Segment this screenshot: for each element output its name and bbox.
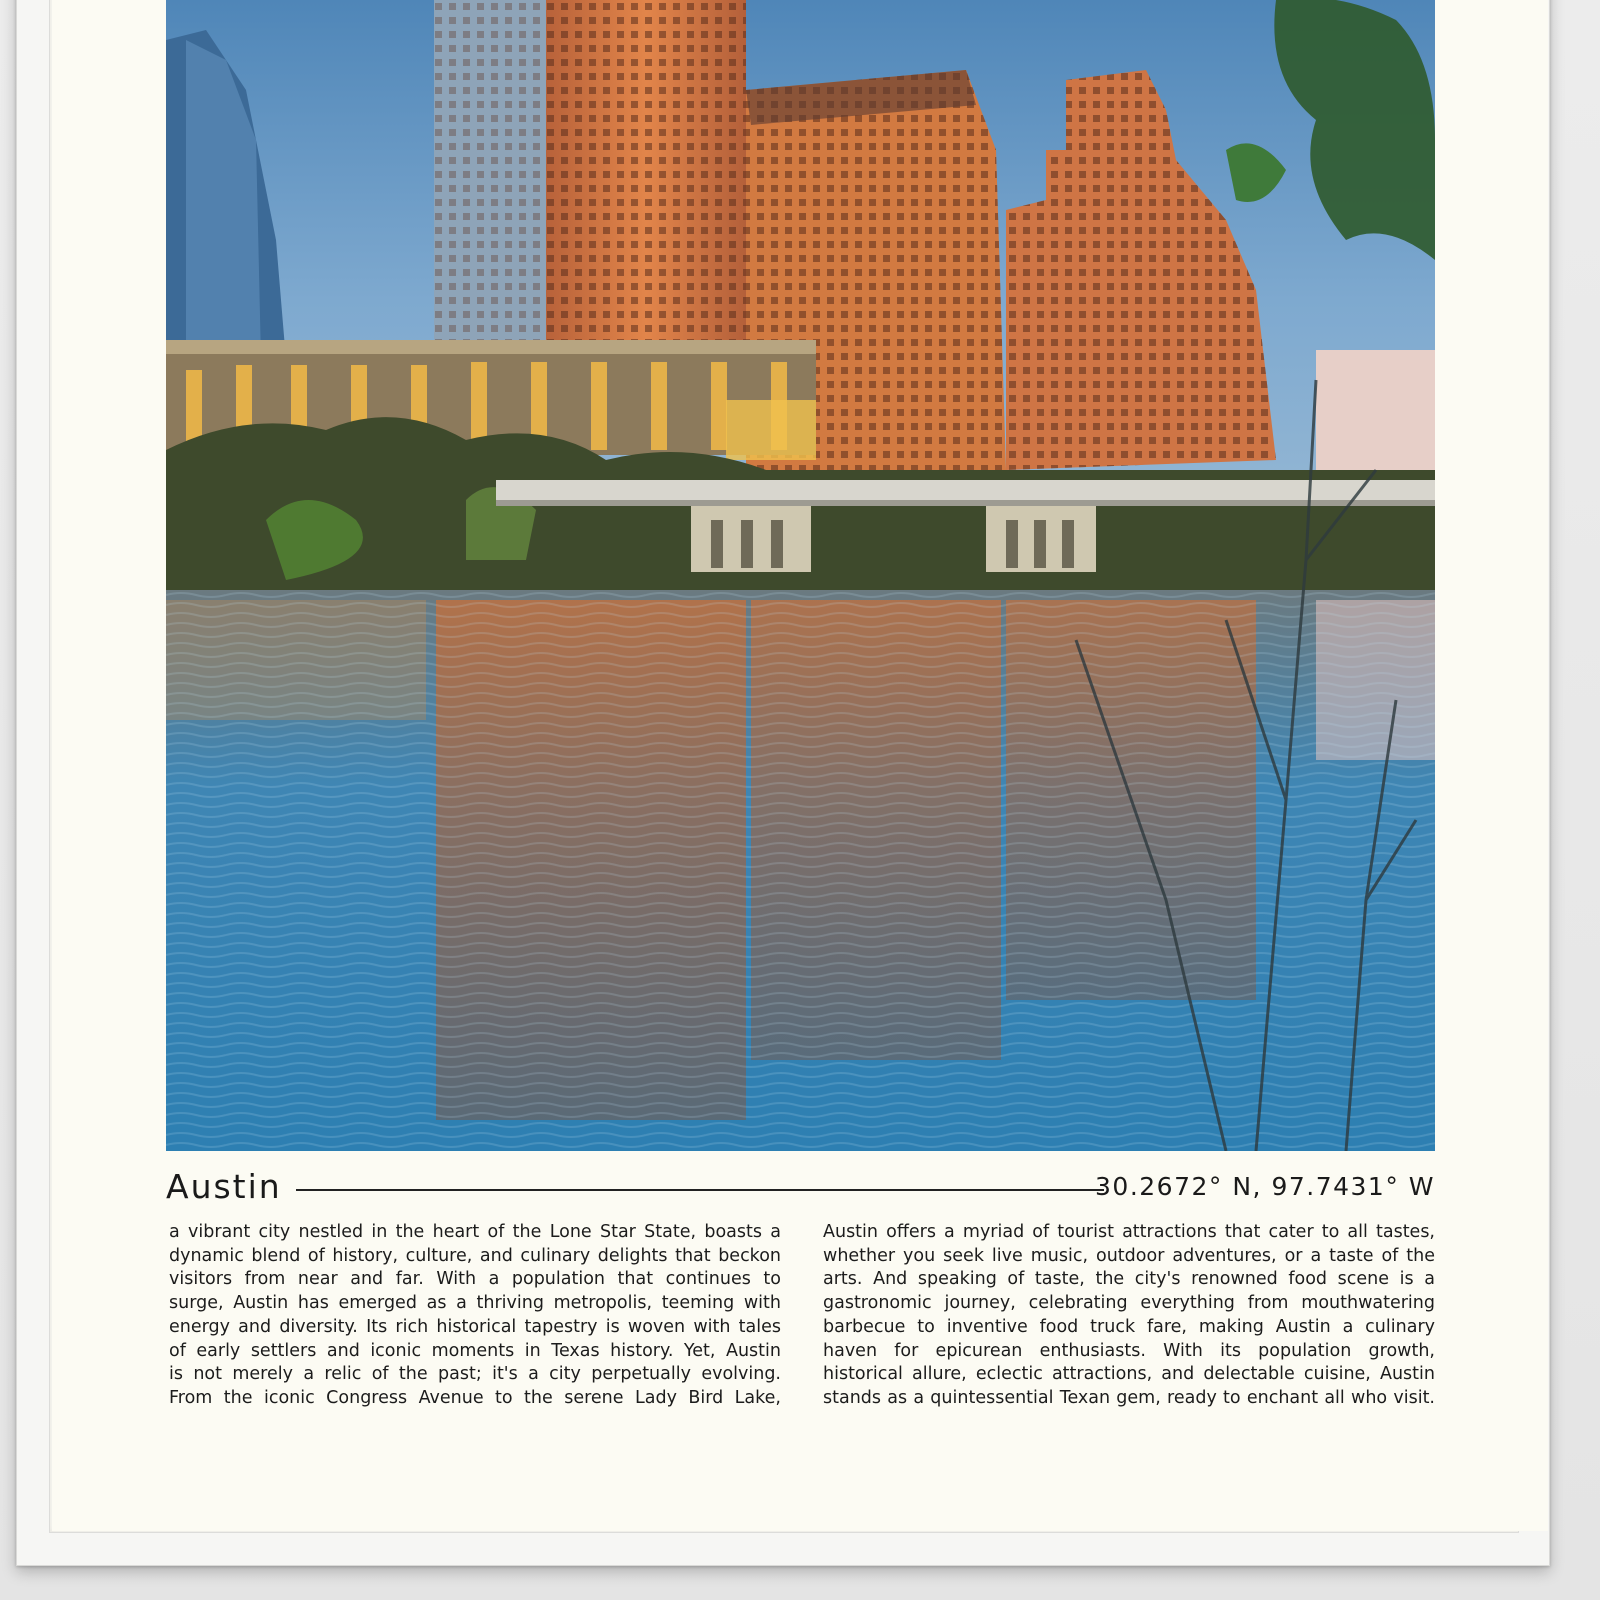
description-left-column (169, 1221, 781, 1411)
city-name: Austin (166, 1167, 282, 1206)
description-line: stands as a quintessential Texan gem, ready to enchant all who visit. (823, 1387, 1435, 1408)
description-right-column (823, 1221, 1435, 1411)
description-line: From the iconic Congress Avenue to the serene Lady Bird Lake, (169, 1387, 781, 1408)
description-line: surge, Austin has emerged as a thriving metropolis, teeming with (169, 1293, 781, 1314)
title-divider-line (296, 1189, 1104, 1191)
description-line: Austin offers a myriad of tourist attractions that cater to all tastes, (823, 1222, 1435, 1242)
description-line: of early settlers and iconic moments in Texas history. Yet, Austin (169, 1340, 781, 1361)
description-line: is not merely a relic of the past; it's a city perpetually evolving. (169, 1364, 781, 1385)
skyline-painting (166, 0, 1435, 1151)
description-line: dynamic blend of history, culture, and culinary delights that beckon (169, 1245, 781, 1266)
description-line: whether you seek live music, outdoor adventures, or a taste of the (823, 1245, 1435, 1266)
city-coordinates: 30.2672° N, 97.7431° W (1095, 1172, 1435, 1201)
description-line: haven for epicurean enthusiasts. With its population growth, (823, 1340, 1435, 1361)
description-line: historical allure, eclectic attractions, and delectable cuisine, Austin (823, 1364, 1435, 1385)
description-line: gastronomic journey, celebrating everything from mouthwatering (823, 1293, 1435, 1314)
description-line: a vibrant city nestled in the heart of the Lone Star State, boasts a (169, 1222, 781, 1242)
description-line: arts. And speaking of taste, the city's renowned food scene is a (823, 1269, 1435, 1290)
description-line: visitors from near and far. With a population that continues to (169, 1269, 781, 1290)
description-line: barbecue to inventive food truck fare, making Austin a culinary (823, 1316, 1435, 1337)
poster-title-row (166, 1165, 1435, 1209)
description-line: energy and diversity. Its rich historical tapestry is woven with tales (169, 1316, 781, 1337)
